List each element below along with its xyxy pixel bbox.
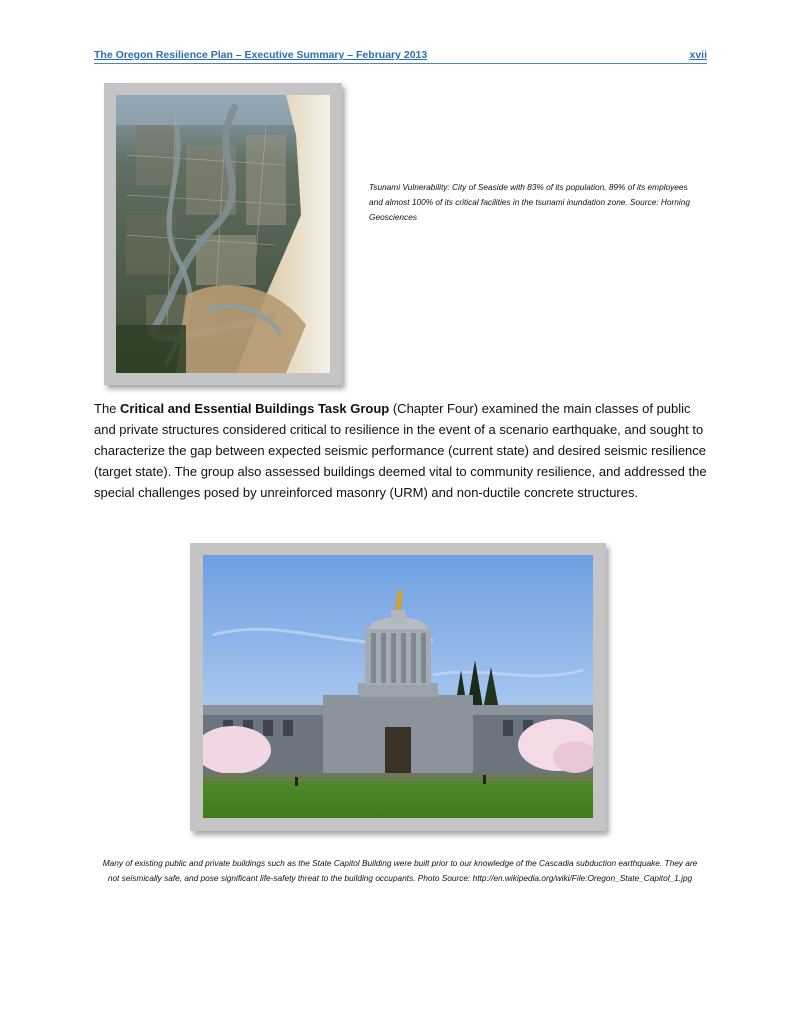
state-capitol-photo [203,555,593,818]
document-title: The Oregon Resilience Plan – Executive Summary – February 2013 [94,49,428,61]
paragraph-body: (Chapter Four) examined the main classes of public and private structures considered critical to resilience in the event of a scenario earthquake, and sought to characterize the gap between expected seismic performance (current state) and desired seismic resilience (target state). The group also assessed buildings deemed vital to community resilience, and addressed the special challenges posed by unreinforced masonry (URM) and non-ductile concrete structures. [94,401,707,500]
aerial-photo-frame [104,83,342,385]
aerial-photo-caption: Tsunami Vulnerability: City of Seaside with 83% of its population, 89% of its employees and almost 100% of its critical facilities in the tsunami inundation zone. Source: Horning Geosciences [369,182,690,222]
task-group-paragraph [94,398,709,503]
page-header [94,49,707,64]
capitol-photo-frame [190,543,606,831]
paragraph-intro: The [94,401,121,416]
capitol-photo-caption: Many of existing public and private buildings such as the State Capitol Building were built prior to our knowledge of the Cascadia subduction earthquake. They are not seismically safe, and pose significant life-safety threat to the building occupants. Photo Source: http://en.wikipedia.org/wiki/File:Oregon_State_Capitol_1.jpg [102,858,698,883]
task-group-name: Critical and Essential Buildings Task Group [120,401,390,416]
page-number: xvii [689,49,707,61]
seaside-aerial-photo [116,95,330,373]
